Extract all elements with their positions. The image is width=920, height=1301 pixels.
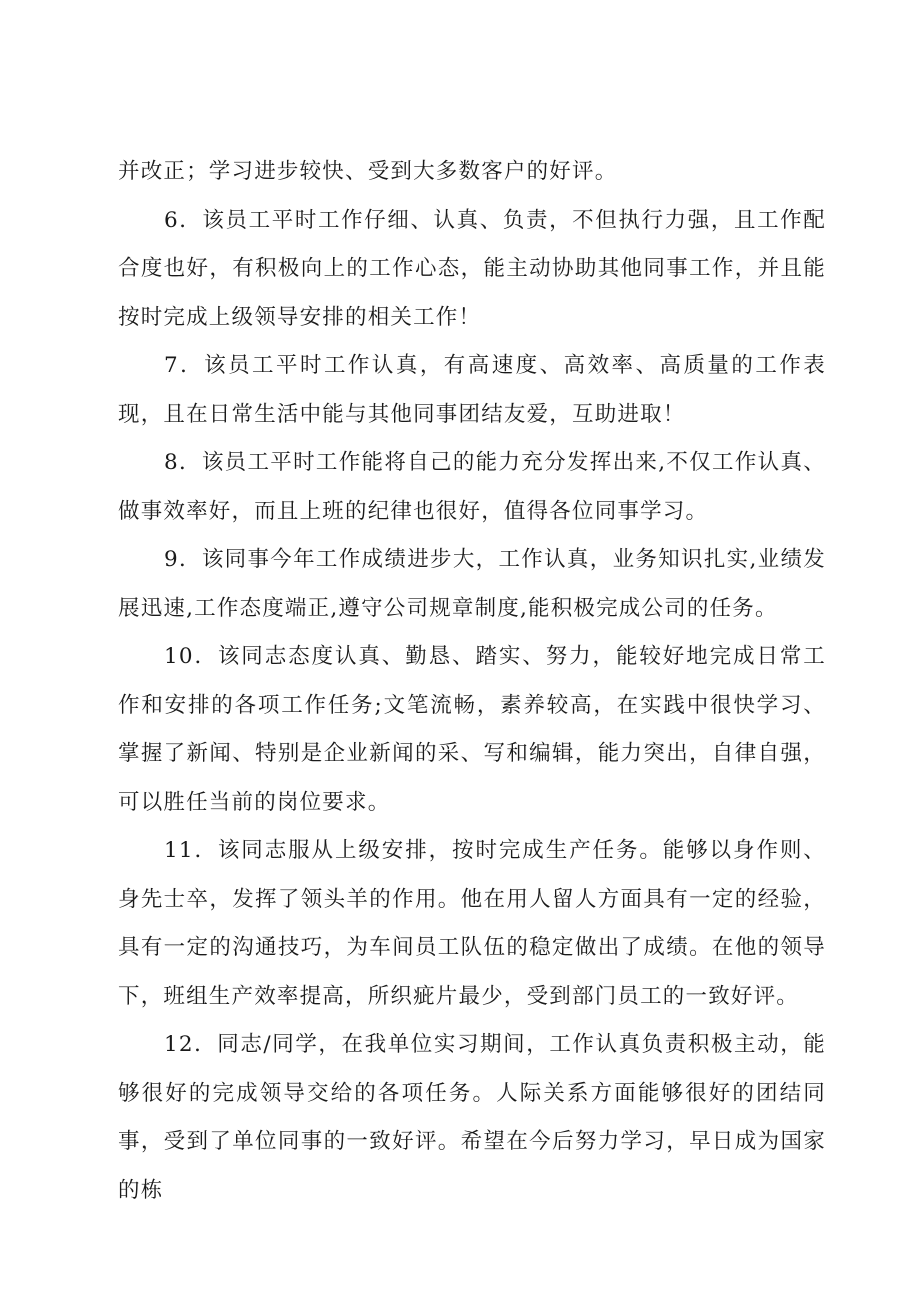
paragraph-item-11: 11．该同志服从上级安排，按时完成生产任务。能够以身作则、身先士卒，发挥了领头羊的作用。他在用人留人方面具有一定的经验，具有一定的沟通技巧，为车间员工队伍的稳定做出了成绩。在他的领导下，班组生产效率提高，所织疵片最少，受到部门员工的一致好评。: [118, 838, 826, 1009]
paragraph-item-7: 7．该员工平时工作认真，有高速度、高效率、高质量的工作表现，且在日常生活中能与其他同事团结友爱，互助进取！: [118, 353, 826, 427]
paragraph-item-10: 10．该同志态度认真、勤恳、踏实、努力，能较好地完成日常工作和安排的各项工作任务;文笔流畅，素养较高，在实践中很快学习、掌握了新闻、特别是企业新闻的采、写和编辑，能力突出，自律自强，可以胜任当前的岗位要求。: [118, 644, 826, 815]
document-body: [118, 148, 826, 1215]
paragraph-item-8: 8．该员工平时工作能将自己的能力充分发挥出来,不仅工作认真、做事效率好，而且上班的纪律也很好，值得各位同事学习。: [118, 450, 826, 524]
paragraph-item-6: 6．该员工平时工作仔细、认真、负责，不但执行力强，且工作配合度也好，有积极向上的工作心态，能主动协助其他同事工作，并且能按时完成上级领导安排的相关工作！: [118, 207, 826, 330]
paragraph-item-12: 12．同志/同学，在我单位实习期间，工作认真负责积极主动，能够很好的完成领导交给的各项任务。人际关系方面能够很好的团结同事，受到了单位同事的一致好评。希望在今后努力学习，早日成为国家的栋: [118, 1032, 826, 1203]
paragraph-item-9: 9．该同事今年工作成绩进步大，工作认真，业务知识扎实,业绩发展迅速,工作态度端正,遵守公司规章制度,能积极完成公司的任务。: [118, 547, 826, 621]
paragraph-continuation: 并改正；学习进步较快、受到大多数客户的好评。: [118, 159, 618, 184]
